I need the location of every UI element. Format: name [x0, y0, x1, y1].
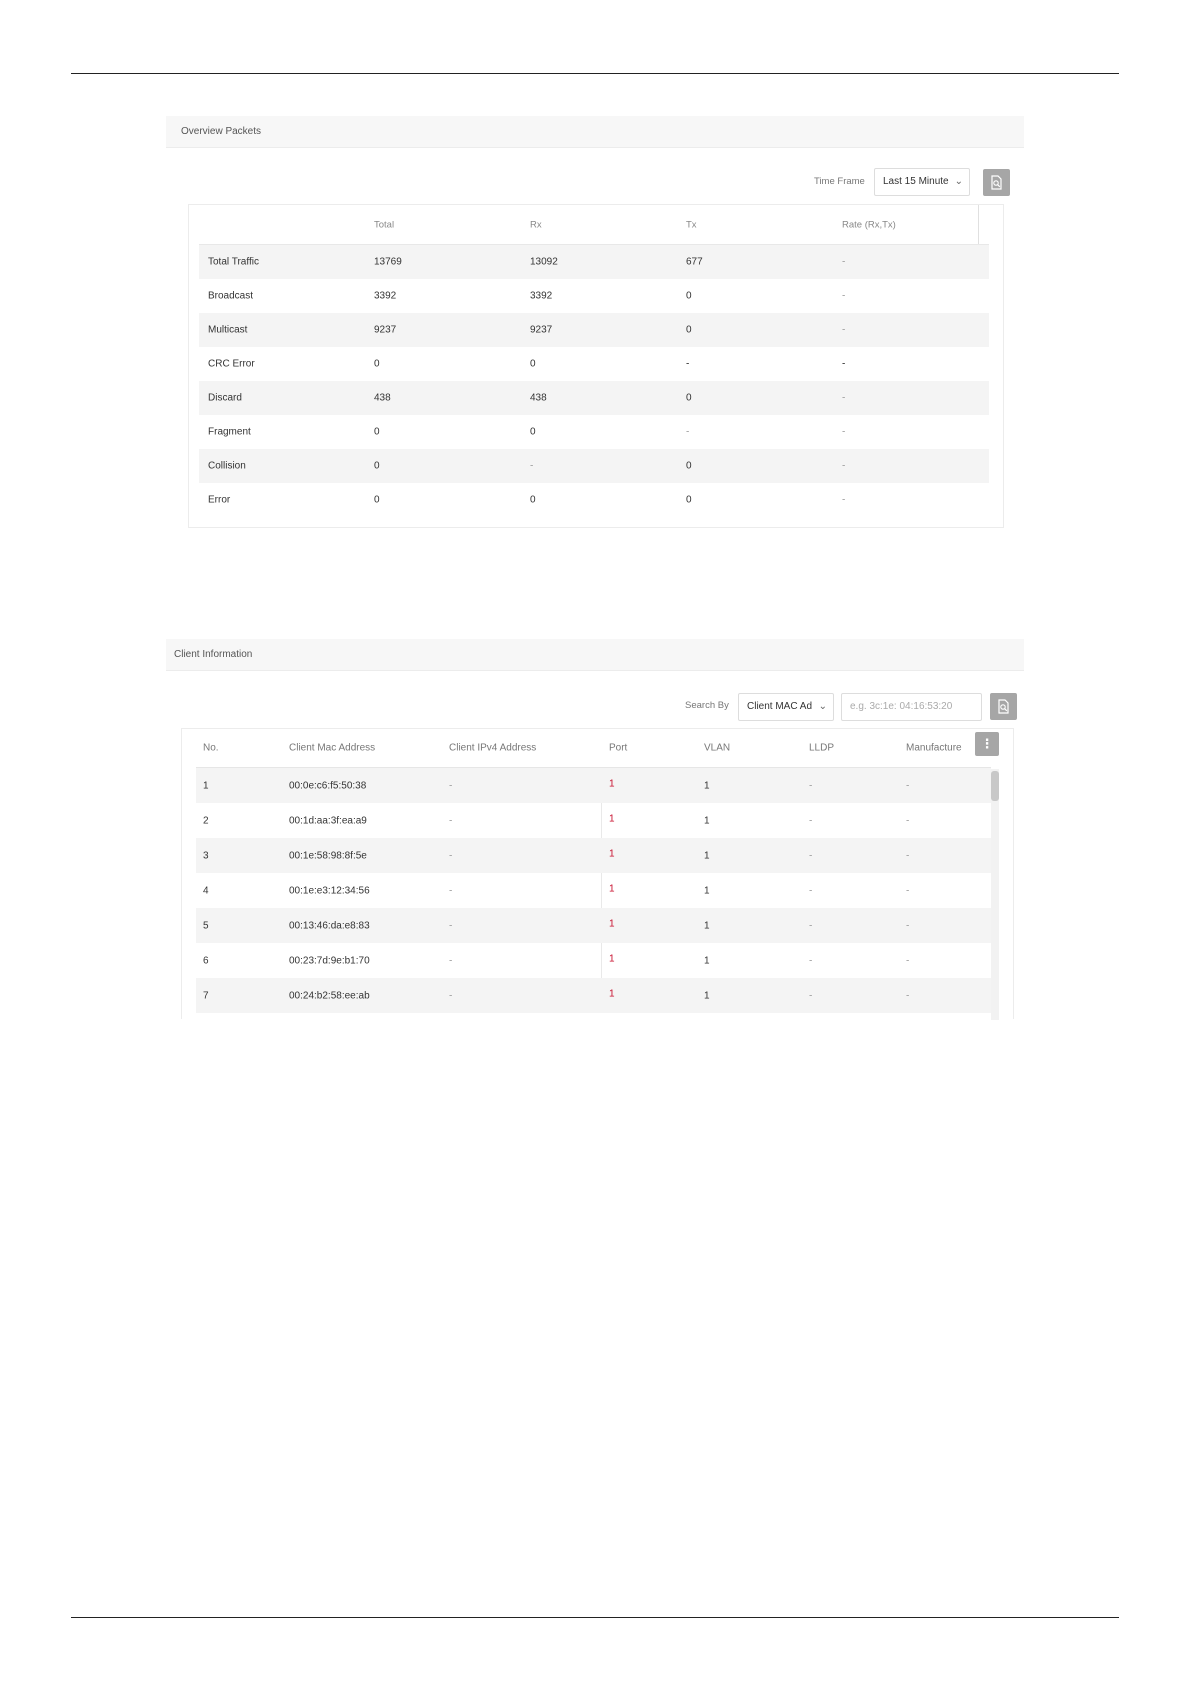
table-row[interactable] — [196, 978, 991, 1013]
manufacture-cell: - — [906, 990, 910, 1001]
lldp-cell: - — [809, 780, 813, 791]
port-link[interactable]: 1 — [609, 918, 615, 929]
vlan-cell: 1 — [704, 885, 710, 896]
tx-cell: 0 — [686, 494, 692, 506]
mac-cell: 00:1e:58:98:8f:5e — [289, 850, 367, 861]
table-row — [199, 381, 989, 415]
rate-cell: - — [842, 494, 846, 506]
tx-cell: 0 — [686, 392, 692, 404]
table-row[interactable] — [196, 803, 991, 838]
column-header-rate: Rate (Rx,Tx) — [842, 219, 896, 230]
table-row — [199, 279, 989, 313]
lldp-cell: - — [809, 850, 813, 861]
top-rule — [71, 73, 1119, 74]
row-label: Discard — [208, 392, 242, 404]
no-cell: 3 — [203, 850, 209, 861]
ip-cell: - — [449, 850, 453, 861]
row-label: CRC Error — [208, 358, 255, 370]
column-header-vlan: VLAN — [704, 742, 731, 754]
mac-cell: 00:1e:e3:12:34:56 — [289, 885, 370, 896]
vlan-cell: 1 — [704, 815, 710, 826]
lldp-cell: - — [809, 920, 813, 931]
rx-cell: 0 — [530, 358, 536, 370]
export-button[interactable] — [983, 169, 1010, 196]
total-cell: 13769 — [374, 256, 402, 268]
tx-cell: - — [686, 358, 690, 370]
vlan-cell: 1 — [704, 920, 710, 931]
rx-cell: 13092 — [530, 256, 558, 268]
table-row[interactable] — [196, 873, 991, 908]
ip-cell: - — [449, 990, 453, 1001]
vertical-dots-icon: ⋮ — [980, 736, 994, 751]
column-header-port: Port — [609, 742, 628, 754]
table-row[interactable] — [196, 838, 991, 873]
overview-table-card — [188, 204, 1004, 528]
lldp-cell: - — [809, 990, 813, 1001]
vlan-cell: 1 — [704, 990, 710, 1001]
time-frame-label: Time Frame — [814, 176, 865, 187]
mac-search-input[interactable] — [841, 693, 982, 721]
overview-packets-panel — [166, 116, 1024, 536]
lldp-cell: - — [809, 815, 813, 826]
ip-cell: - — [449, 955, 453, 966]
chevron-down-icon: ⌄ — [954, 176, 963, 187]
rate-cell: - — [842, 460, 846, 472]
table-scrollbar[interactable] — [991, 769, 999, 1020]
overview-table — [199, 205, 989, 517]
time-frame-select[interactable] — [874, 168, 970, 196]
table-row — [199, 449, 989, 483]
table-row[interactable] — [196, 943, 991, 978]
chevron-down-icon: ⌄ — [818, 701, 827, 712]
tx-cell: - — [686, 426, 690, 438]
column-menu-button[interactable] — [975, 732, 999, 756]
column-header-ipv4: Client IPv4 Address — [449, 742, 537, 754]
total-cell: 9237 — [374, 324, 397, 336]
table-row — [199, 483, 989, 517]
lldp-cell: - — [809, 885, 813, 896]
mac-cell: 00:1d:aa:3f:ea:a9 — [289, 815, 367, 826]
column-header-tx: Tx — [686, 219, 697, 230]
panel-title: Client Information — [166, 639, 1024, 671]
time-frame-value: Last 15 Minute — [883, 176, 949, 187]
column-header-lldp: LLDP — [809, 742, 835, 754]
rate-cell: - — [842, 256, 846, 268]
manufacture-cell: - — [906, 885, 910, 896]
search-by-select[interactable] — [738, 693, 834, 721]
total-cell: 0 — [374, 426, 380, 438]
row-label: Multicast — [208, 324, 248, 336]
rx-cell: - — [530, 460, 534, 472]
search-export-button[interactable] — [990, 693, 1017, 720]
no-cell: 5 — [203, 920, 209, 931]
search-by-label: Search By — [685, 700, 729, 711]
row-label: Fragment — [208, 426, 251, 438]
panel-title: Overview Packets — [166, 116, 1024, 148]
manufacture-cell: - — [906, 780, 910, 791]
row-label: Error — [208, 494, 231, 506]
table-header-row — [199, 205, 989, 245]
mac-cell: 00:23:7d:9e:b1:70 — [289, 955, 370, 966]
lldp-cell: - — [809, 955, 813, 966]
rate-cell: - — [842, 426, 846, 438]
rx-cell: 0 — [530, 494, 536, 506]
port-link[interactable]: 1 — [609, 953, 615, 964]
total-cell: 0 — [374, 494, 380, 506]
no-cell: 1 — [203, 780, 209, 791]
port-link[interactable]: 1 — [609, 813, 615, 824]
client-table-body — [196, 768, 991, 1013]
port-link[interactable]: 1 — [609, 848, 615, 859]
table-row — [199, 313, 989, 347]
manufacture-cell: - — [906, 920, 910, 931]
total-cell: 3392 — [374, 290, 397, 302]
client-information-panel — [166, 639, 1024, 1019]
tx-cell: 0 — [686, 290, 692, 302]
no-cell: 2 — [203, 815, 209, 826]
search-placeholder: e.g. 3c:1e: 04:16:53:20 — [850, 701, 953, 712]
rx-cell: 9237 — [530, 324, 553, 336]
search-file-icon — [997, 699, 1010, 714]
total-cell: 438 — [374, 392, 391, 404]
search-by-value: Client MAC Ad — [747, 701, 813, 712]
ip-cell: - — [449, 885, 453, 896]
ip-cell: - — [449, 815, 453, 826]
no-cell: 7 — [203, 990, 209, 1001]
table-row[interactable] — [196, 768, 991, 803]
rate-cell: - — [842, 290, 846, 302]
total-cell: 0 — [374, 460, 380, 472]
tx-cell: 0 — [686, 324, 692, 336]
tx-cell: 0 — [686, 460, 692, 472]
table-row[interactable] — [196, 908, 991, 943]
vlan-cell: 1 — [704, 850, 710, 861]
tx-cell: 677 — [686, 256, 703, 268]
rate-cell: - — [842, 324, 846, 336]
table-row — [199, 415, 989, 449]
manufacture-cell: - — [906, 955, 910, 966]
ip-cell: - — [449, 780, 453, 791]
manufacture-cell: - — [906, 850, 910, 861]
column-header-rx: Rx — [530, 219, 542, 230]
rx-cell: 3392 — [530, 290, 553, 302]
row-label: Total Traffic — [208, 256, 259, 268]
no-cell: 4 — [203, 885, 209, 896]
port-link[interactable]: 1 — [609, 778, 615, 789]
table-header-row — [196, 729, 991, 768]
row-label: Broadcast — [208, 290, 254, 302]
total-cell: 0 — [374, 358, 380, 370]
port-link[interactable]: 1 — [609, 883, 615, 894]
table-row — [199, 347, 989, 381]
column-header-no: No. — [203, 742, 219, 754]
vlan-cell: 1 — [704, 955, 710, 966]
no-cell: 6 — [203, 955, 209, 966]
port-link[interactable]: 1 — [609, 988, 615, 999]
rx-cell: 438 — [530, 392, 547, 404]
rx-cell: 0 — [530, 426, 536, 438]
mac-cell: 00:0e:c6:f5:50:38 — [289, 780, 367, 791]
client-table-card — [181, 728, 1014, 1019]
rate-cell: - — [842, 358, 846, 370]
column-header-manufacture: Manufacture — [906, 742, 962, 754]
column-header-mac: Client Mac Address — [289, 742, 376, 754]
column-header-total: Total — [374, 219, 395, 230]
export-file-icon — [990, 175, 1003, 190]
rate-cell: - — [842, 392, 846, 404]
mac-cell: 00:24:b2:58:ee:ab — [289, 990, 370, 1001]
scrollbar-thumb[interactable] — [991, 771, 999, 801]
vlan-cell: 1 — [704, 780, 710, 791]
mac-cell: 00:13:46:da:e8:83 — [289, 920, 370, 931]
bottom-rule — [71, 1617, 1119, 1618]
table-row — [199, 245, 989, 279]
manufacture-cell: - — [906, 815, 910, 826]
ip-cell: - — [449, 920, 453, 931]
row-label: Collision — [208, 460, 246, 472]
